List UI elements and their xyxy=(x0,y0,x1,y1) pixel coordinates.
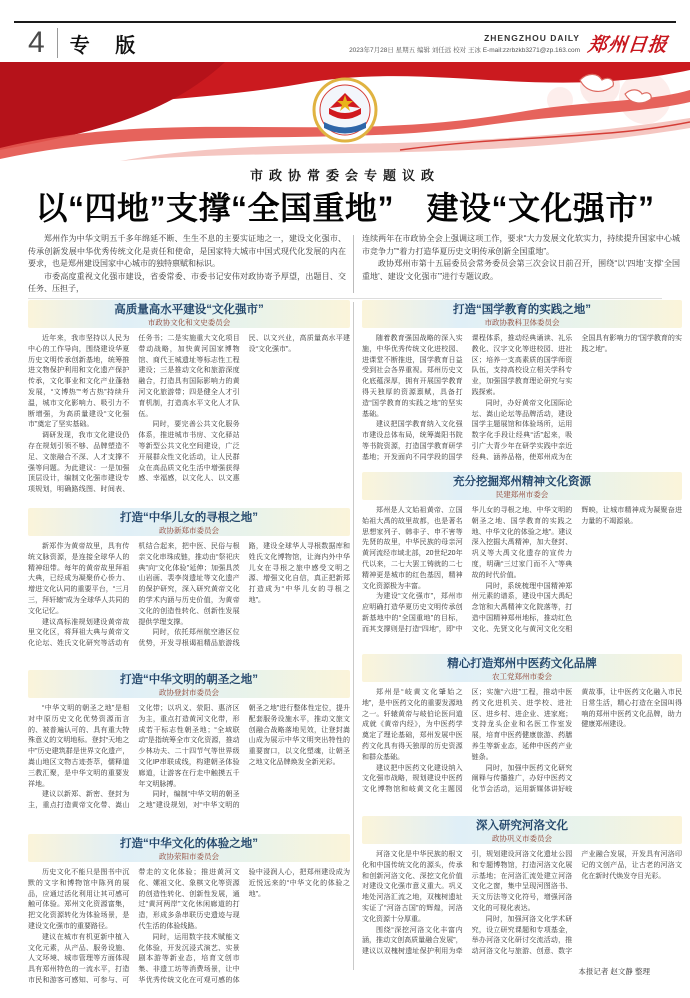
dateline: 2023年7月28日 星期五 编辑 刘任远 校对 王冰 E-mail:zzrbzkb3271@zp.163.com xyxy=(349,46,580,54)
article-heluo-culture xyxy=(362,816,682,966)
article-title: 打造“国学教育的实践之地” xyxy=(453,304,591,316)
article-org: 市政协教科卫体委员会 xyxy=(484,318,560,327)
masthead-logo: 郑州日报 xyxy=(586,34,669,56)
article-header xyxy=(28,508,350,536)
article-body: “中华文明的朝圣之地”是相对中原历史文化优势资源而言的、被普遍认可的、具有重大特殊意义的文明地标。登封“天地之中”历史建筑群是世界文化遗产，嵩山地区文物古迹荟萃，儒释道三教汇聚，是中华文明的重要发祥地。 建议以新郑、新密、登封为主，重点打造黄帝文化带、嵩山文化带；以巩义、荥阳、惠济区为主，重点打造黄河文化带，形成若干标志性朝圣地；“全域联动”是指统筹全市文化资源，推动少林功夫、二十四节气等世界级文化IP串联成线，构建朝圣体验廊道，让游客在行走中触摸五千年文明脉搏。 同时，编制“中华文明的朝圣之地”建设规划，对“中华文明的朝圣之地”进行整体性定位，提升配套服务设施水平，推动文旅文创融合战略落地见效，让登封嵩山成为展示中华文明突出特性的重要窗口，以文化塑魂，让朝圣之地文化品牌焕发全新光彩。 xyxy=(28,705,350,810)
intro-paragraphs-left: 郑州作为中华文明五千多年绵延不断、生生不息的主要实证地之一，建设文化强市、传承创新发展中华优秀传统文化是责任和使命，是国家特大城市中国式现代化发展的内在要求，也是郑州建设国家中心城市的独特禀赋和标识。 市委高度重视文化强市建设，省委常委、市委书记安伟对政协寄予厚望，出题目、交任务、压担子， xyxy=(28,234,346,293)
intro-column-divider xyxy=(353,235,354,293)
main-column-divider xyxy=(353,302,354,970)
reporter-credit: 本报记者 赵文静 整理 xyxy=(578,967,650,976)
article-org: 民建郑州市委会 xyxy=(495,490,549,499)
article-org: 政协新郑市委员会 xyxy=(159,526,219,535)
masthead-english: ZHENGZHOU DAILY xyxy=(484,32,580,43)
section-title: 专 版 xyxy=(69,34,146,57)
article-title: 充分挖掘郑州精神文化资源 xyxy=(453,476,591,488)
page-header xyxy=(28,27,668,59)
section-separator xyxy=(28,298,662,299)
article-title: 打造“中华文明的朝圣之地” xyxy=(120,674,258,686)
left-column xyxy=(28,300,350,990)
article-body: 郑州是人文始祖黄帝、立国始祖大禹的故里故都，也是著名思想家列子、韩非子、申不害等先贤的故里，中华民族的母亲河黄河流经市域北部，20世纪20年代以来，二七大罢工铸就的二七精神更是城市的红色基因，精神文化资源极为丰富。 为建设“文化强市”，郑州市应明确打造华夏历史文明传承创新基地中的“全国重地”的目标，而其支撑则是打造“四地”，即“中华儿女的寻根之地、中华文明的朝圣之地、国学教育的实践之地、中华文化的体验之地”。建议深入挖掘大禹精神，加大登封、巩义等大禹文化遗存的宣传力度，明确“三过家门而不入”等典故的时代价值。 同时，系统梳理中国精神郑州元素的谱系，建设中国大禹纪念馆和大禹精神文化院落等，打造中国精神郑州地标，推动红色文化、先贤文化与黄河文化交相辉映，让城市精神成为凝聚奋进力量的不竭源泉。 xyxy=(362,507,682,633)
article-header xyxy=(362,816,682,844)
kicker: 市政协常委会专题议政 xyxy=(249,168,440,183)
banner-graphic xyxy=(0,60,690,162)
article-title: 精心打造郑州中医药文化品牌 xyxy=(447,658,597,670)
article-pilgrimage-land xyxy=(28,670,350,822)
article-body: 河洛文化是中华民族的根文化和中国传统文化的源头，传承和创新河洛文化、深挖文化价值对建设文化强市意义重大。巩义地处河洛汇流之地，双槐树遗址实证了“河洛古国”的辉煌，河洛文化资源十分厚重。 围绕“深挖河洛文化丰富内涵，推动文创高质量融合发展”，建议以双槐树遗址保护利用为牵引，规划建设河洛文化遗址公园和专题博物馆，打造河洛文化展示基地；在河洛汇流处建立河洛文化之窗，集中呈现河图洛书、天文历法等文化符号，增强河洛文化的可视化表达。 同时，加强河洛文化学术研究，设立研究课题和专项基金，举办河洛文化研讨交流活动，推动河洛文化与旅游、创意、数字产业融合发展，开发具有河洛印记的文创产品，让古老的河洛文化在新时代焕发夺目光彩。 xyxy=(362,851,682,956)
article-header xyxy=(362,300,682,328)
article-title: 深入研究河洛文化 xyxy=(476,820,568,832)
article-org: 政协登封市委员会 xyxy=(159,688,219,697)
article-header xyxy=(362,472,682,500)
top-rule xyxy=(14,21,676,23)
article-header xyxy=(28,670,350,698)
article-org: 政协荥阳市委员会 xyxy=(159,852,219,861)
article-body: 历史文化不能只是图书中沉默的文字和博物馆中陈列的展品，应通过活化利用让其可感可触可体验。郑州文化资源富集，把文化资源转化为体验场景，是建设文化强市的重要路径。 建议在城市有机更新中植入文化元素，从产品、服务设施、人文环境、城市管理等方面体现具有郑州特色的一流水平，打造市民和游客可感知、可参与、可带走的文化体验；推进黄河文化、嫘祖文化、象棋文化等资源的创造性转化、创新性发展，通过“黄河两岸”文化休闲廊道的打造，形成多条串联历史遗迹与现代生活的体验线路。 同时，运用数字技术赋能文化体验，开发沉浸式演艺、实景剧本游等新业态，培育文创市集、非遗工坊等消费场景，让中华优秀传统文化在可观可感的体验中浸润人心，把郑州建设成为近悦远来的“中华文化的体验之地”。 xyxy=(28,869,350,984)
article-experience-land xyxy=(28,834,350,990)
article-title: 打造“中华文化的体验之地” xyxy=(120,838,258,850)
article-body: 郑州是“岐黄文化肇始之地”，是中医药文化的重要发源地之一。轩辕黄帝与岐伯论医问道成就《黄帝内经》，为中医药学奠定了理论基础，郑州发展中医药文化具有得天独厚的历史资源和群众基础。 建议把中医药文化建设纳入文化强市战略，规划建设中医药文化博物馆和岐黄文化主题园区；实施“六进”工程，推动中医药文化进机关、进学校、进社区、进乡村、进企业、进家庭；支持龙头企业和名医工作室发展，培育中医药健康旅游、药膳养生等新业态，延伸中医药产业链条。 同时，加强中医药文化研究阐释与传播推广，办好中医药文化节会活动，运用新媒体讲好岐黄故事，让中医药文化融入市民日常生活，精心打造在全国叫得响的郑州中医药文化品牌，助力健康郑州建设。 xyxy=(362,689,682,794)
main-headline: 以“四地”支撑“全国重地” 建设“文化强市” xyxy=(35,190,655,226)
ribbon-pink xyxy=(120,118,690,161)
article-header xyxy=(362,654,682,682)
article-header xyxy=(28,300,350,328)
article-body: 随着教育强国战略的深入实施，中华优秀传统文化进校园、进课堂不断推进，国学教育日益受到社会各界重视。郑州历史文化底蕴深厚，拥有开展国学教育得天独厚的资源禀赋，具备打造“国学教育的实践之地”的坚实基础。 建议把国学教育纳入文化强市建设总体布局，统筹嵩阳书院等书院资源，打造国学教育研学基地；开发面向不同学段的国学课程体系，推动经典诵读、礼乐教化、汉字文化等进校园、进社区；培养一支高素质的国学师资队伍，支持高校设立相关学科专业，加强国学教育理论研究与实践探索。 同时，办好黄帝文化国际论坛、嵩山论坛等品牌活动，建设国学主题展馆和体验场所，运用数字化手段让经典“活”起来，吸引广大青少年在研学实践中亲近经典、涵养品格，使郑州成为在全国具有影响力的“国学教育的实践之地”。 xyxy=(362,335,682,461)
article-culture-strong-city xyxy=(28,300,350,500)
cppcc-emblem-icon xyxy=(314,79,376,141)
article-guoxue-practice-land xyxy=(362,300,682,464)
article-title: 打造“中华儿女的寻根之地” xyxy=(120,512,258,524)
article-org: 农工党郑州市委会 xyxy=(492,672,552,681)
article-body: 近年来，我市坚持以人民为中心的工作导向，围绕建设华夏历史文明传承创新基地，统筹推进文物保护利用和文化遗产保护传承，文化事业和文化产业蓬勃发展，“文博热”“考古热”持续升温，城市文化影响力、吸引力不断增强，为高质量建设“文化强市”奠定了坚实基础。 调研发现，我市文化建设仍存在规划引领不够、品牌塑造不足、文旅融合不深、人才支撑不强等问题。为此建议：一是加强顶层设计，编制文化强市建设专项规划，明确路线图、时间表、任务书；二是实施重大文化项目带动战略，加快黄河国家博物馆、商代王城遗址等标志性工程建设；三是推动文化和旅游深度融合，打造具有国际影响力的黄河文化旅游带；四是健全人才引育机制，打造高水平文化人才队伍。 同时，要完善公共文化服务体系，推进城市书房、文化驿站等新型公共文化空间建设，广泛开展群众性文化活动，让人民群众在高品质文化生活中增强获得感、幸福感，以文化人、以文惠民、以文兴业，高质量高水平建设“文化强市”。 xyxy=(28,335,350,494)
article-spiritual-culture-resources xyxy=(362,472,682,644)
article-title: 高质量高水平建设“文化强市” xyxy=(114,304,264,316)
article-body: 新郑作为黄帝故里，具有传统文脉资源，是连接全球华人的精神纽带。每年的黄帝故里拜祖大典，已经成为凝聚侨心侨力、增进文化认同的重要平台，“三月三，拜轩辕”成为全球华人共同的文化记忆。 建议高标准规划建设黄帝故里文化区，将拜祖大典与黄帝文化论坛、姓氏文化研究等活动有机结合起来，把中医、民俗与根亲文化串珠成链，推动由“祭祀庆典”向“文化体验”延伸；加强具茨山岩画、裴李岗遗址等文化遗产的保护研究，深入研究黄帝文化的学术内涵与历史价值，为黄帝文化的创造性转化、创新性发展提供学理支撑。 同时，依托郑州航空港区位优势，开发寻根谒祖精品旅游线路，建设全球华人寻根数据库和姓氏文化博物馆，让海内外中华儿女在寻根之旅中感受文明之源、增强文化自信，真正把新郑打造成为“中华儿女的寻根之地”。 xyxy=(28,543,350,648)
article-root-seeking-land xyxy=(28,508,350,660)
intro-paragraphs-right: 连续两年在市政协全会上强调这项工作，要求“大力发展文化软实力，持续提升国家中心城市竞争力”“着力打造华夏历史文明传承创新全国重地”。 政协郑州市第十五届委员会常务委员会第三次会议日前召开，围绕“以‘四地’支撑‘全国重地’、建设‘文化强市’”进行专题议政。 xyxy=(362,234,680,281)
page-number: 4 xyxy=(28,26,45,59)
right-column xyxy=(362,300,682,966)
masthead xyxy=(349,30,668,57)
header-divider xyxy=(57,28,58,58)
article-header xyxy=(28,834,350,862)
article-tcm-culture-brand xyxy=(362,654,682,806)
article-org: 市政协文化和文史委员会 xyxy=(147,318,231,327)
article-org: 政协巩义市委员会 xyxy=(492,834,552,843)
